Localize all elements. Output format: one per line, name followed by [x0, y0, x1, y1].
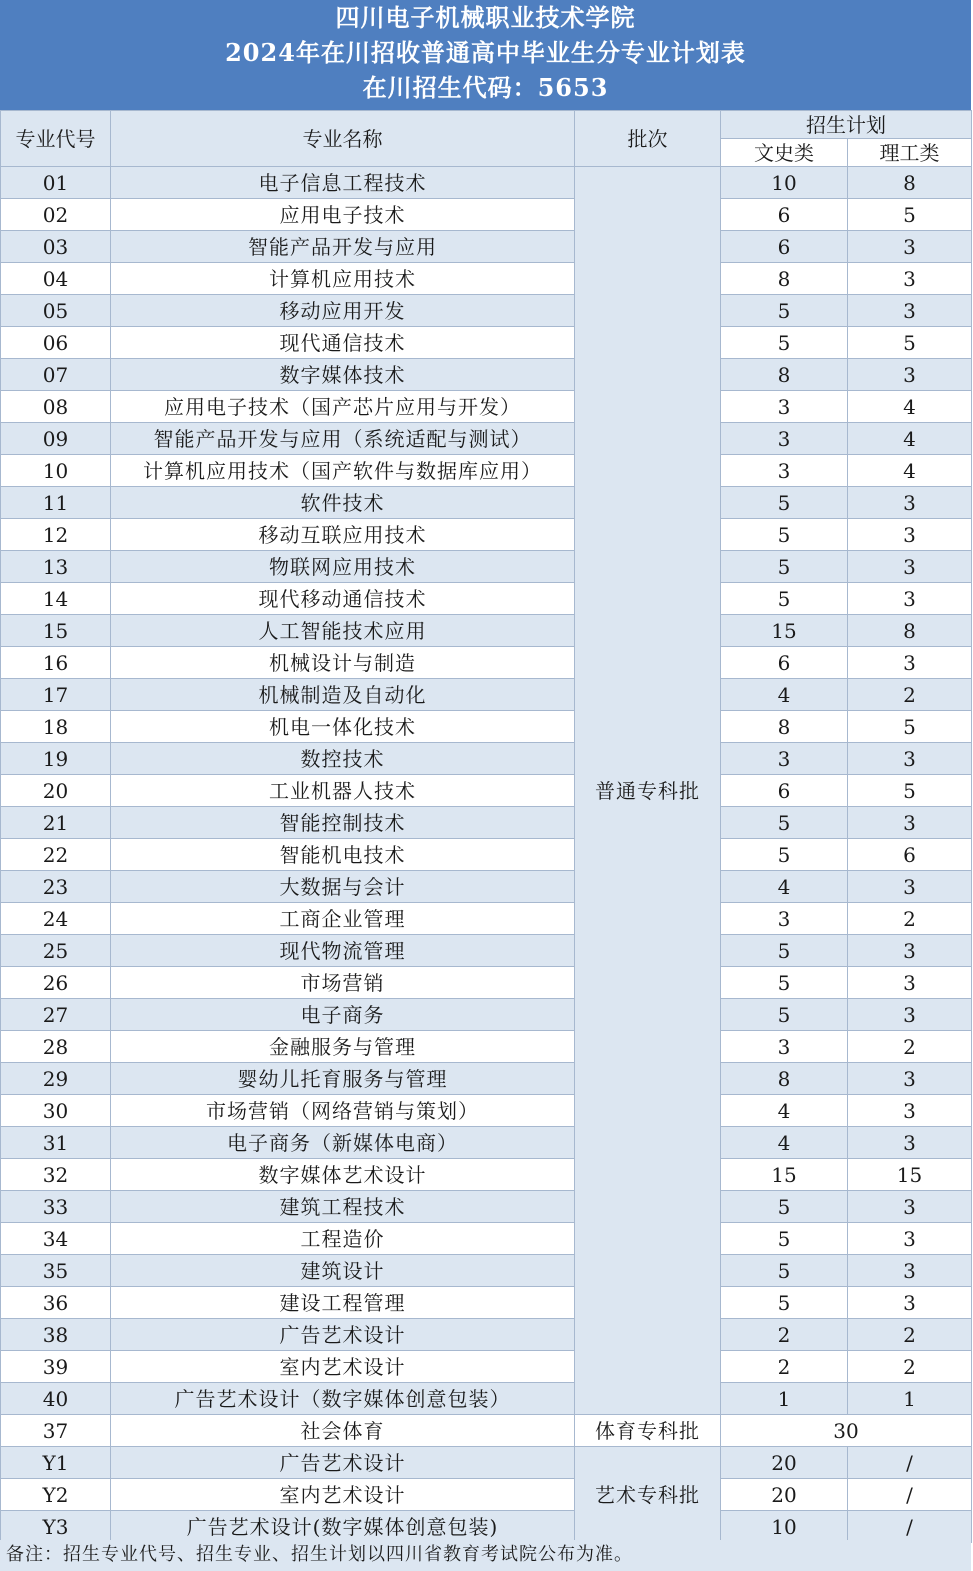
- row-sci-count: 3: [848, 519, 972, 551]
- row-code: 29: [1, 1063, 111, 1095]
- row-code: 20: [1, 775, 111, 807]
- row-arts-count: 6: [721, 775, 848, 807]
- row-major-name: 移动互联应用技术: [111, 519, 575, 551]
- row-sci-count: 4: [848, 391, 972, 423]
- row-major-name: 工程造价: [111, 1223, 575, 1255]
- row-arts-count: 5: [721, 839, 848, 871]
- table-row: [1, 999, 972, 1031]
- row-code: 31: [1, 1127, 111, 1159]
- table-row: [1, 839, 972, 871]
- row-arts-count: 5: [721, 327, 848, 359]
- row-sci-count: 3: [848, 967, 972, 999]
- row-major-name: 建设工程管理: [111, 1287, 575, 1319]
- row-sci-count: 3: [848, 935, 972, 967]
- row-code: 35: [1, 1255, 111, 1287]
- row-code: 13: [1, 551, 111, 583]
- table-row: [1, 263, 972, 295]
- row-arts-count: 8: [721, 1063, 848, 1095]
- row-code: 26: [1, 967, 111, 999]
- row-code: 08: [1, 391, 111, 423]
- row-code: 12: [1, 519, 111, 551]
- row-major-name: 软件技术: [111, 487, 575, 519]
- table-row: [1, 487, 972, 519]
- table-row: [1, 711, 972, 743]
- row-major-name: 数字媒体技术: [111, 359, 575, 391]
- row-sci-count: 3: [848, 359, 972, 391]
- row-sci-count: 2: [848, 1319, 972, 1351]
- row-arts-count: 8: [721, 711, 848, 743]
- table-row: [1, 1063, 972, 1095]
- batch-sports: 体育专科批: [575, 1415, 721, 1447]
- row-code: Y1: [1, 1447, 111, 1479]
- enrollment-plan-table: [0, 110, 972, 1543]
- table-row: [1, 1383, 972, 1415]
- row-sci-count: 3: [848, 807, 972, 839]
- table-row: [1, 551, 972, 583]
- row-major-name: 广告艺术设计: [111, 1319, 575, 1351]
- row-arts-count: 4: [721, 1095, 848, 1127]
- row-major-name: 市场营销（网络营销与策划）: [111, 1095, 575, 1127]
- row-sci-count: 3: [848, 647, 972, 679]
- row-arts-count: 5: [721, 551, 848, 583]
- row-code: 18: [1, 711, 111, 743]
- row-sci-count: 2: [848, 1351, 972, 1383]
- footnote: 备注：招生专业代号、招生专业、招生计划以四川省教育考试院公布为准。: [0, 1540, 971, 1571]
- row-major-name: 计算机应用技术（国产软件与数据库应用）: [111, 455, 575, 487]
- row-major-name: 现代移动通信技术: [111, 583, 575, 615]
- row-code: 30: [1, 1095, 111, 1127]
- row-code: 32: [1, 1159, 111, 1191]
- row-code: 33: [1, 1191, 111, 1223]
- table-row: [1, 199, 972, 231]
- row-sci-count: 8: [848, 167, 972, 199]
- row-code: 03: [1, 231, 111, 263]
- table-row: [1, 967, 972, 999]
- row-sci-count: 8: [848, 615, 972, 647]
- row-arts-count: 5: [721, 1223, 848, 1255]
- col-header-batch: 批次: [575, 111, 721, 167]
- row-sci-count: /: [848, 1511, 972, 1543]
- row-sci-count: /: [848, 1447, 972, 1479]
- row-sci-count: 3: [848, 551, 972, 583]
- row-major-name: 智能机电技术: [111, 839, 575, 871]
- row-major-name: 大数据与会计: [111, 871, 575, 903]
- row-code: 01: [1, 167, 111, 199]
- table-row: [1, 1127, 972, 1159]
- table-row-art: [1, 1479, 972, 1511]
- table-row: [1, 903, 972, 935]
- table-row-sports: [1, 1415, 972, 1447]
- row-arts-count: 5: [721, 519, 848, 551]
- row-sci-count: 3: [848, 871, 972, 903]
- row-code: 15: [1, 615, 111, 647]
- row-arts-count: 20: [721, 1479, 848, 1511]
- row-arts-count: 3: [721, 1031, 848, 1063]
- table-row: [1, 679, 972, 711]
- row-arts-count: 5: [721, 999, 848, 1031]
- row-sci-count: 5: [848, 327, 972, 359]
- row-code: 19: [1, 743, 111, 775]
- row-arts-count: 3: [721, 391, 848, 423]
- table-row: [1, 615, 972, 647]
- row-major-name: 建筑设计: [111, 1255, 575, 1287]
- row-major-name: 工商企业管理: [111, 903, 575, 935]
- row-arts-count: 5: [721, 967, 848, 999]
- table-row: [1, 1351, 972, 1383]
- row-major-name: 机械设计与制造: [111, 647, 575, 679]
- row-major-name: 广告艺术设计: [111, 1447, 575, 1479]
- title-banner: [0, 0, 971, 110]
- row-sci-count: 3: [848, 999, 972, 1031]
- row-major-name: 广告艺术设计（数字媒体创意包装）: [111, 1383, 575, 1415]
- row-major-name: 市场营销: [111, 967, 575, 999]
- row-arts-count: 3: [721, 903, 848, 935]
- row-arts-count: 5: [721, 487, 848, 519]
- row-code: 14: [1, 583, 111, 615]
- row-major-name: 智能产品开发与应用: [111, 231, 575, 263]
- table-row: [1, 1255, 972, 1287]
- row-major-name: 电子信息工程技术: [111, 167, 575, 199]
- row-arts-count: 6: [721, 647, 848, 679]
- table-row: [1, 1287, 972, 1319]
- row-sci-count: 3: [848, 231, 972, 263]
- table-row: [1, 391, 972, 423]
- batch-art: 艺术专科批: [575, 1447, 721, 1543]
- row-arts-count: 4: [721, 1127, 848, 1159]
- row-major-name: 社会体育: [111, 1415, 575, 1447]
- row-major-name: 应用电子技术（国产芯片应用与开发）: [111, 391, 575, 423]
- row-major-name: 现代通信技术: [111, 327, 575, 359]
- row-code: 21: [1, 807, 111, 839]
- row-major-name: 人工智能技术应用: [111, 615, 575, 647]
- row-sci-count: 15: [848, 1159, 972, 1191]
- row-sci-count: 2: [848, 1031, 972, 1063]
- row-arts-count: 8: [721, 263, 848, 295]
- row-code: 17: [1, 679, 111, 711]
- row-major-name: 机械制造及自动化: [111, 679, 575, 711]
- table-title: 2024年在川招收普通高中毕业生分专业计划表: [225, 38, 746, 67]
- row-code: 10: [1, 455, 111, 487]
- table-row: [1, 295, 972, 327]
- row-sci-count: 5: [848, 711, 972, 743]
- row-code: 09: [1, 423, 111, 455]
- row-sci-count: 3: [848, 1191, 972, 1223]
- row-sci-count: 3: [848, 743, 972, 775]
- row-arts-count: 10: [721, 1511, 848, 1543]
- row-total-count: 30: [721, 1415, 972, 1447]
- row-sci-count: /: [848, 1479, 972, 1511]
- row-major-name: 计算机应用技术: [111, 263, 575, 295]
- row-sci-count: 4: [848, 455, 972, 487]
- row-major-name: 移动应用开发: [111, 295, 575, 327]
- table-row: [1, 1223, 972, 1255]
- row-major-name: 婴幼儿托育服务与管理: [111, 1063, 575, 1095]
- col-header-sci: 理工类: [848, 139, 972, 167]
- row-code: 02: [1, 199, 111, 231]
- row-major-name: 智能产品开发与应用（系统适配与测试）: [111, 423, 575, 455]
- table-row: [1, 647, 972, 679]
- row-major-name: 室内艺术设计: [111, 1351, 575, 1383]
- row-arts-count: 6: [721, 231, 848, 263]
- row-major-name: 现代物流管理: [111, 935, 575, 967]
- table-row-art: [1, 1511, 972, 1543]
- row-arts-count: 15: [721, 1159, 848, 1191]
- table-row: [1, 1319, 972, 1351]
- table-row: [1, 871, 972, 903]
- row-sci-count: 3: [848, 1223, 972, 1255]
- row-arts-count: 5: [721, 807, 848, 839]
- row-arts-count: 20: [721, 1447, 848, 1479]
- row-sci-count: 3: [848, 1095, 972, 1127]
- table-row: [1, 1191, 972, 1223]
- row-arts-count: 1: [721, 1383, 848, 1415]
- table-row: [1, 1031, 972, 1063]
- col-header-name: 专业名称: [111, 111, 575, 167]
- row-sci-count: 3: [848, 487, 972, 519]
- row-arts-count: 5: [721, 1191, 848, 1223]
- row-arts-count: 5: [721, 935, 848, 967]
- row-major-name: 工业机器人技术: [111, 775, 575, 807]
- row-code: 40: [1, 1383, 111, 1415]
- table-row: [1, 1095, 972, 1127]
- row-arts-count: 5: [721, 295, 848, 327]
- row-sci-count: 2: [848, 903, 972, 935]
- row-arts-count: 15: [721, 615, 848, 647]
- row-sci-count: 1: [848, 1383, 972, 1415]
- row-code: 06: [1, 327, 111, 359]
- table-row: [1, 167, 972, 199]
- row-major-name: 数控技术: [111, 743, 575, 775]
- row-major-name: 电子商务（新媒体电商）: [111, 1127, 575, 1159]
- row-sci-count: 3: [848, 1287, 972, 1319]
- row-code: 22: [1, 839, 111, 871]
- batch-regular: 普通专科批: [575, 167, 721, 1415]
- header-row: [1, 111, 972, 139]
- row-arts-count: 3: [721, 743, 848, 775]
- row-major-name: 室内艺术设计: [111, 1479, 575, 1511]
- row-arts-count: 6: [721, 199, 848, 231]
- col-header-arts: 文史类: [721, 139, 848, 167]
- table-row: [1, 583, 972, 615]
- row-arts-count: 8: [721, 359, 848, 391]
- row-arts-count: 5: [721, 583, 848, 615]
- row-major-name: 电子商务: [111, 999, 575, 1031]
- row-sci-count: 3: [848, 1063, 972, 1095]
- table-row: [1, 935, 972, 967]
- row-code: 27: [1, 999, 111, 1031]
- row-major-name: 智能控制技术: [111, 807, 575, 839]
- row-code: 11: [1, 487, 111, 519]
- row-code: Y3: [1, 1511, 111, 1543]
- row-arts-count: 10: [721, 167, 848, 199]
- row-code: 04: [1, 263, 111, 295]
- row-code: 25: [1, 935, 111, 967]
- row-sci-count: 3: [848, 1127, 972, 1159]
- col-header-plan: 招生计划: [721, 111, 972, 139]
- row-code: 36: [1, 1287, 111, 1319]
- row-code: 34: [1, 1223, 111, 1255]
- row-major-name: 建筑工程技术: [111, 1191, 575, 1223]
- table-row: [1, 359, 972, 391]
- row-major-name: 数字媒体艺术设计: [111, 1159, 575, 1191]
- row-sci-count: 3: [848, 583, 972, 615]
- row-code: 24: [1, 903, 111, 935]
- row-sci-count: 3: [848, 263, 972, 295]
- row-sci-count: 5: [848, 775, 972, 807]
- row-arts-count: 4: [721, 871, 848, 903]
- col-header-code: 专业代号: [1, 111, 111, 167]
- table-row: [1, 519, 972, 551]
- row-sci-count: 5: [848, 199, 972, 231]
- school-name: 四川电子机械职业技术学院: [335, 3, 636, 32]
- table-row: [1, 231, 972, 263]
- table-row-art: [1, 1447, 972, 1479]
- row-arts-count: 5: [721, 1255, 848, 1287]
- row-code: 38: [1, 1319, 111, 1351]
- table-row: [1, 327, 972, 359]
- row-major-name: 广告艺术设计(数字媒体创意包装): [111, 1511, 575, 1543]
- row-arts-count: 5: [721, 1287, 848, 1319]
- table-row: [1, 807, 972, 839]
- row-sci-count: 6: [848, 839, 972, 871]
- row-arts-count: 3: [721, 423, 848, 455]
- row-code: 05: [1, 295, 111, 327]
- row-code: 16: [1, 647, 111, 679]
- row-sci-count: 3: [848, 1255, 972, 1287]
- row-major-name: 物联网应用技术: [111, 551, 575, 583]
- table-row: [1, 455, 972, 487]
- row-code: 39: [1, 1351, 111, 1383]
- row-arts-count: 2: [721, 1351, 848, 1383]
- row-arts-count: 3: [721, 455, 848, 487]
- table-row: [1, 743, 972, 775]
- row-code: Y2: [1, 1479, 111, 1511]
- row-code: 37: [1, 1415, 111, 1447]
- row-sci-count: 4: [848, 423, 972, 455]
- row-code: 07: [1, 359, 111, 391]
- row-major-name: 机电一体化技术: [111, 711, 575, 743]
- enrollment-code: 在川招生代码：5653: [362, 73, 609, 102]
- row-code: 28: [1, 1031, 111, 1063]
- table-row: [1, 1159, 972, 1191]
- row-major-name: 应用电子技术: [111, 199, 575, 231]
- row-arts-count: 2: [721, 1319, 848, 1351]
- row-arts-count: 4: [721, 679, 848, 711]
- row-sci-count: 2: [848, 679, 972, 711]
- table-row: [1, 775, 972, 807]
- row-code: 23: [1, 871, 111, 903]
- row-sci-count: 3: [848, 295, 972, 327]
- row-major-name: 金融服务与管理: [111, 1031, 575, 1063]
- table-row: [1, 423, 972, 455]
